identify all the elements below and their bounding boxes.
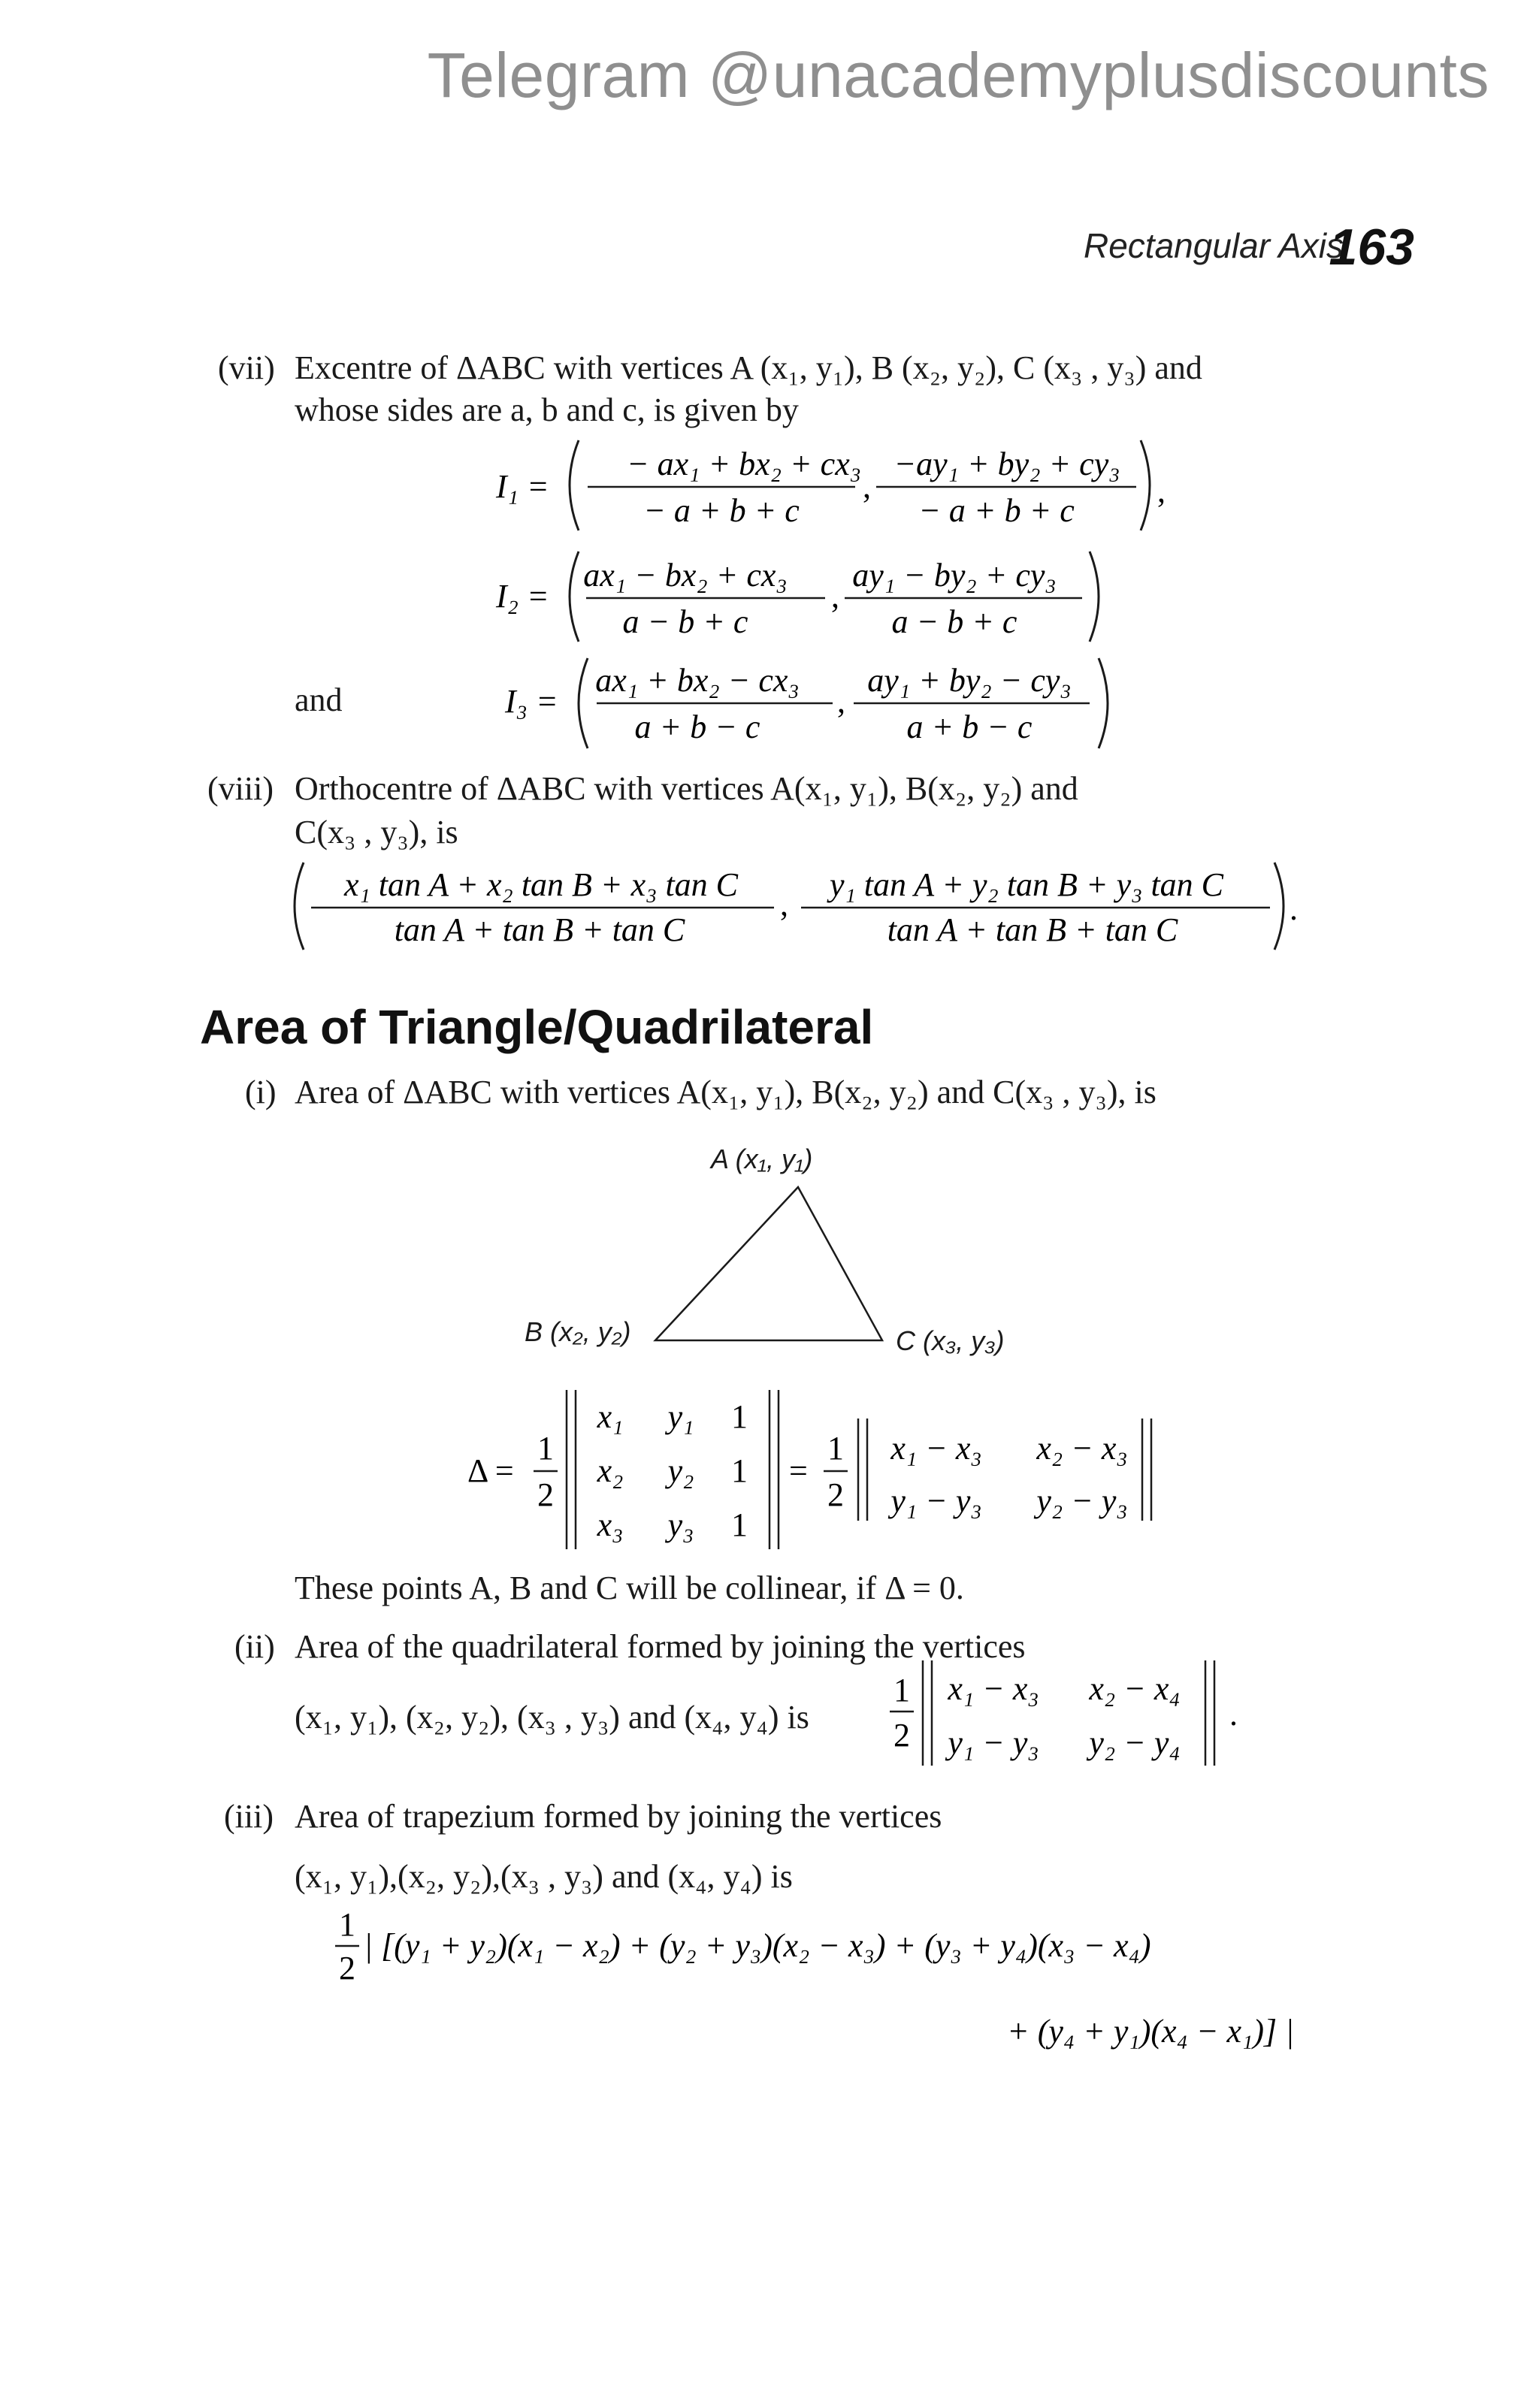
quad-det-cell: x₂ − x₄ — [1089, 1670, 1181, 1707]
det2-cell: y₁ − y₃ — [890, 1482, 982, 1519]
i1-right-paren — [1141, 440, 1150, 530]
quad-det-cell: y₁ − y₃ — [948, 1724, 1039, 1761]
ortho-num-x: x₁ tan A + x₂ tan B + x₃ tan C — [343, 866, 739, 903]
ortho-left-paren — [295, 863, 304, 950]
area-trapezium-formula — [335, 1906, 1294, 2050]
i1-num-y: −ay₁ + by₂ + cy₃ — [893, 446, 1120, 482]
det3-cell: y₁ — [667, 1398, 694, 1435]
item-marker-vii: (vii) — [218, 349, 275, 386]
watermark: Telegram @unacademyplusdiscounts — [427, 40, 1489, 110]
half-num-1: 1 — [537, 1430, 554, 1467]
orthocentre-formula — [295, 863, 1298, 950]
item-marker-i: (i) — [245, 1074, 277, 1110]
area-triangle-text: Area of ΔABC with vertices A(x₁, y₁), B(x₂, y₂) and C(x₃ , y₃), is — [295, 1074, 1157, 1110]
det3-cell: 1 — [731, 1506, 748, 1543]
half-num-2: 1 — [827, 1430, 844, 1467]
i3-num-x: ax₁ + bx₂ − cx₃ — [595, 662, 800, 699]
quad-det-cell: x₁ − x₃ — [948, 1670, 1039, 1707]
half-num-4: 1 — [339, 1906, 355, 1943]
i1-end: , — [1157, 473, 1166, 509]
det2-cell: x₂ − x₃ — [1036, 1430, 1128, 1467]
i1-den-y: − a + b + c — [918, 492, 1075, 529]
det3-cell: x₃ — [597, 1506, 624, 1543]
i2-label: I₂ = — [496, 578, 549, 615]
excentre-text-line2: whose sides are a, b and c, is given by — [295, 391, 799, 428]
i2-comma: , — [831, 578, 839, 615]
excentre-i2-formula — [495, 551, 1099, 642]
i2-den-x: a − b + c — [622, 603, 748, 640]
trapezium-text-line1: Area of trapezium formed by joining the vertices — [295, 1798, 942, 1835]
item-marker-ii: (ii) — [234, 1628, 275, 1665]
equals-sign: = — [789, 1452, 808, 1489]
i3-den-y: a + b − c — [906, 709, 1033, 745]
i3-left-paren — [579, 658, 588, 748]
half-den-2: 2 — [827, 1476, 844, 1513]
i1-label: I₁ = — [496, 468, 549, 505]
excentre-i1-formula — [495, 440, 1166, 530]
det2-cell: x₁ − x₃ — [890, 1430, 982, 1467]
and-word: and — [295, 681, 343, 718]
area-quadrilateral-formula — [890, 1660, 1238, 1766]
half-den-1: 2 — [537, 1476, 554, 1513]
ortho-den-x: tan A + tan B + tan C — [394, 911, 685, 948]
trapezium-expr-line1: | [(y₁ + y₂)(x₁ − x₂) + (y₂ + y₃)(x₂ − x₃) + (y₃ + y₄)(x₃ − x₄) — [364, 1927, 1151, 1964]
i2-den-y: a − b + c — [891, 603, 1017, 640]
i3-right-paren — [1099, 658, 1108, 748]
half-den-3: 2 — [893, 1717, 910, 1754]
excentre-i3-formula — [504, 658, 1108, 748]
det3-cell: 1 — [731, 1452, 748, 1489]
i1-num-x: − ax₁ + bx₂ + cx₃ — [626, 446, 862, 482]
vertex-label-a: A (x₁, y₁) — [711, 1144, 813, 1174]
section-heading: Area of Triangle/Quadrilateral — [200, 1000, 874, 1054]
item-marker-viii: (viii) — [207, 770, 274, 807]
collinear-text: These points A, B and C will be collinear, if Δ = 0. — [295, 1570, 964, 1606]
item-marker-iii: (iii) — [224, 1798, 274, 1835]
vertex-label-b: B (x₂, y₂) — [525, 1316, 631, 1347]
excentre-text-line1: Excentre of ΔABC with vertices A (x₁, y₁), B (x₂, y₂), C (x₃ , y₃) and — [295, 349, 1202, 386]
quadrilateral-text-line2: (x₁, y₁), (x₂, y₂), (x₃ , y₃) and (x₄, y₄) is — [295, 1699, 809, 1736]
running-head: Rectangular Axis — [1083, 226, 1344, 265]
i3-den-x: a + b − c — [634, 709, 760, 745]
orthocentre-text-line2: C(x₃ , y₃), is — [295, 814, 458, 851]
i2-left-paren — [570, 551, 579, 642]
i2-num-x: ax₁ − bx₂ + cx₃ — [583, 557, 788, 594]
vertex-label-c: C (x₃, y₃) — [896, 1325, 1005, 1356]
det2-cell: y₂ − y₃ — [1036, 1482, 1128, 1519]
trapezium-expr-line2: + (y₄ + y₁)(x₄ − x₁)] | — [1007, 2013, 1295, 2050]
area-triangle-formula — [467, 1390, 1151, 1549]
quad-end: . — [1229, 1696, 1238, 1733]
i2-right-paren — [1090, 551, 1099, 642]
i1-comma: , — [863, 468, 871, 505]
det3-cell: x₁ — [597, 1398, 624, 1435]
det3-cell: 1 — [731, 1398, 748, 1435]
ortho-num-y: y₁ tan A + y₂ tan B + y₃ tan C — [829, 866, 1224, 903]
ortho-comma: , — [780, 886, 788, 923]
half-num-3: 1 — [893, 1672, 910, 1709]
i1-left-paren — [570, 440, 579, 530]
i3-num-y: ay₁ + by₂ − cy₃ — [867, 662, 1072, 699]
orthocentre-text-line1: Orthocentre of ΔABC with vertices A(x₁, y₁), B(x₂, y₂) and — [295, 770, 1078, 807]
ortho-end: . — [1290, 890, 1298, 927]
ortho-right-paren — [1274, 863, 1284, 950]
delta-label: Δ = — [467, 1452, 514, 1489]
det3-cell: y₃ — [667, 1506, 694, 1543]
page-number: 163 — [1329, 219, 1414, 276]
quadrilateral-text-line1: Area of the quadrilateral formed by joining the vertices — [295, 1628, 1026, 1665]
quad-det-cell: y₂ − y₄ — [1089, 1724, 1181, 1761]
half-den-4: 2 — [339, 1950, 355, 1987]
i3-label: I₃ = — [505, 683, 558, 720]
trapezium-text-line2: (x₁, y₁),(x₂, y₂),(x₃ , y₃) and (x₄, y₄) is — [295, 1858, 793, 1895]
i3-comma: , — [837, 683, 845, 720]
det3-cell: y₂ — [667, 1452, 694, 1489]
ortho-den-y: tan A + tan B + tan C — [887, 911, 1178, 948]
triangle-figure — [655, 1187, 882, 1340]
det3-cell: x₂ — [597, 1452, 624, 1489]
i1-den-x: − a + b + c — [643, 492, 800, 529]
i2-num-y: ay₁ − by₂ + cy₃ — [852, 557, 1057, 594]
